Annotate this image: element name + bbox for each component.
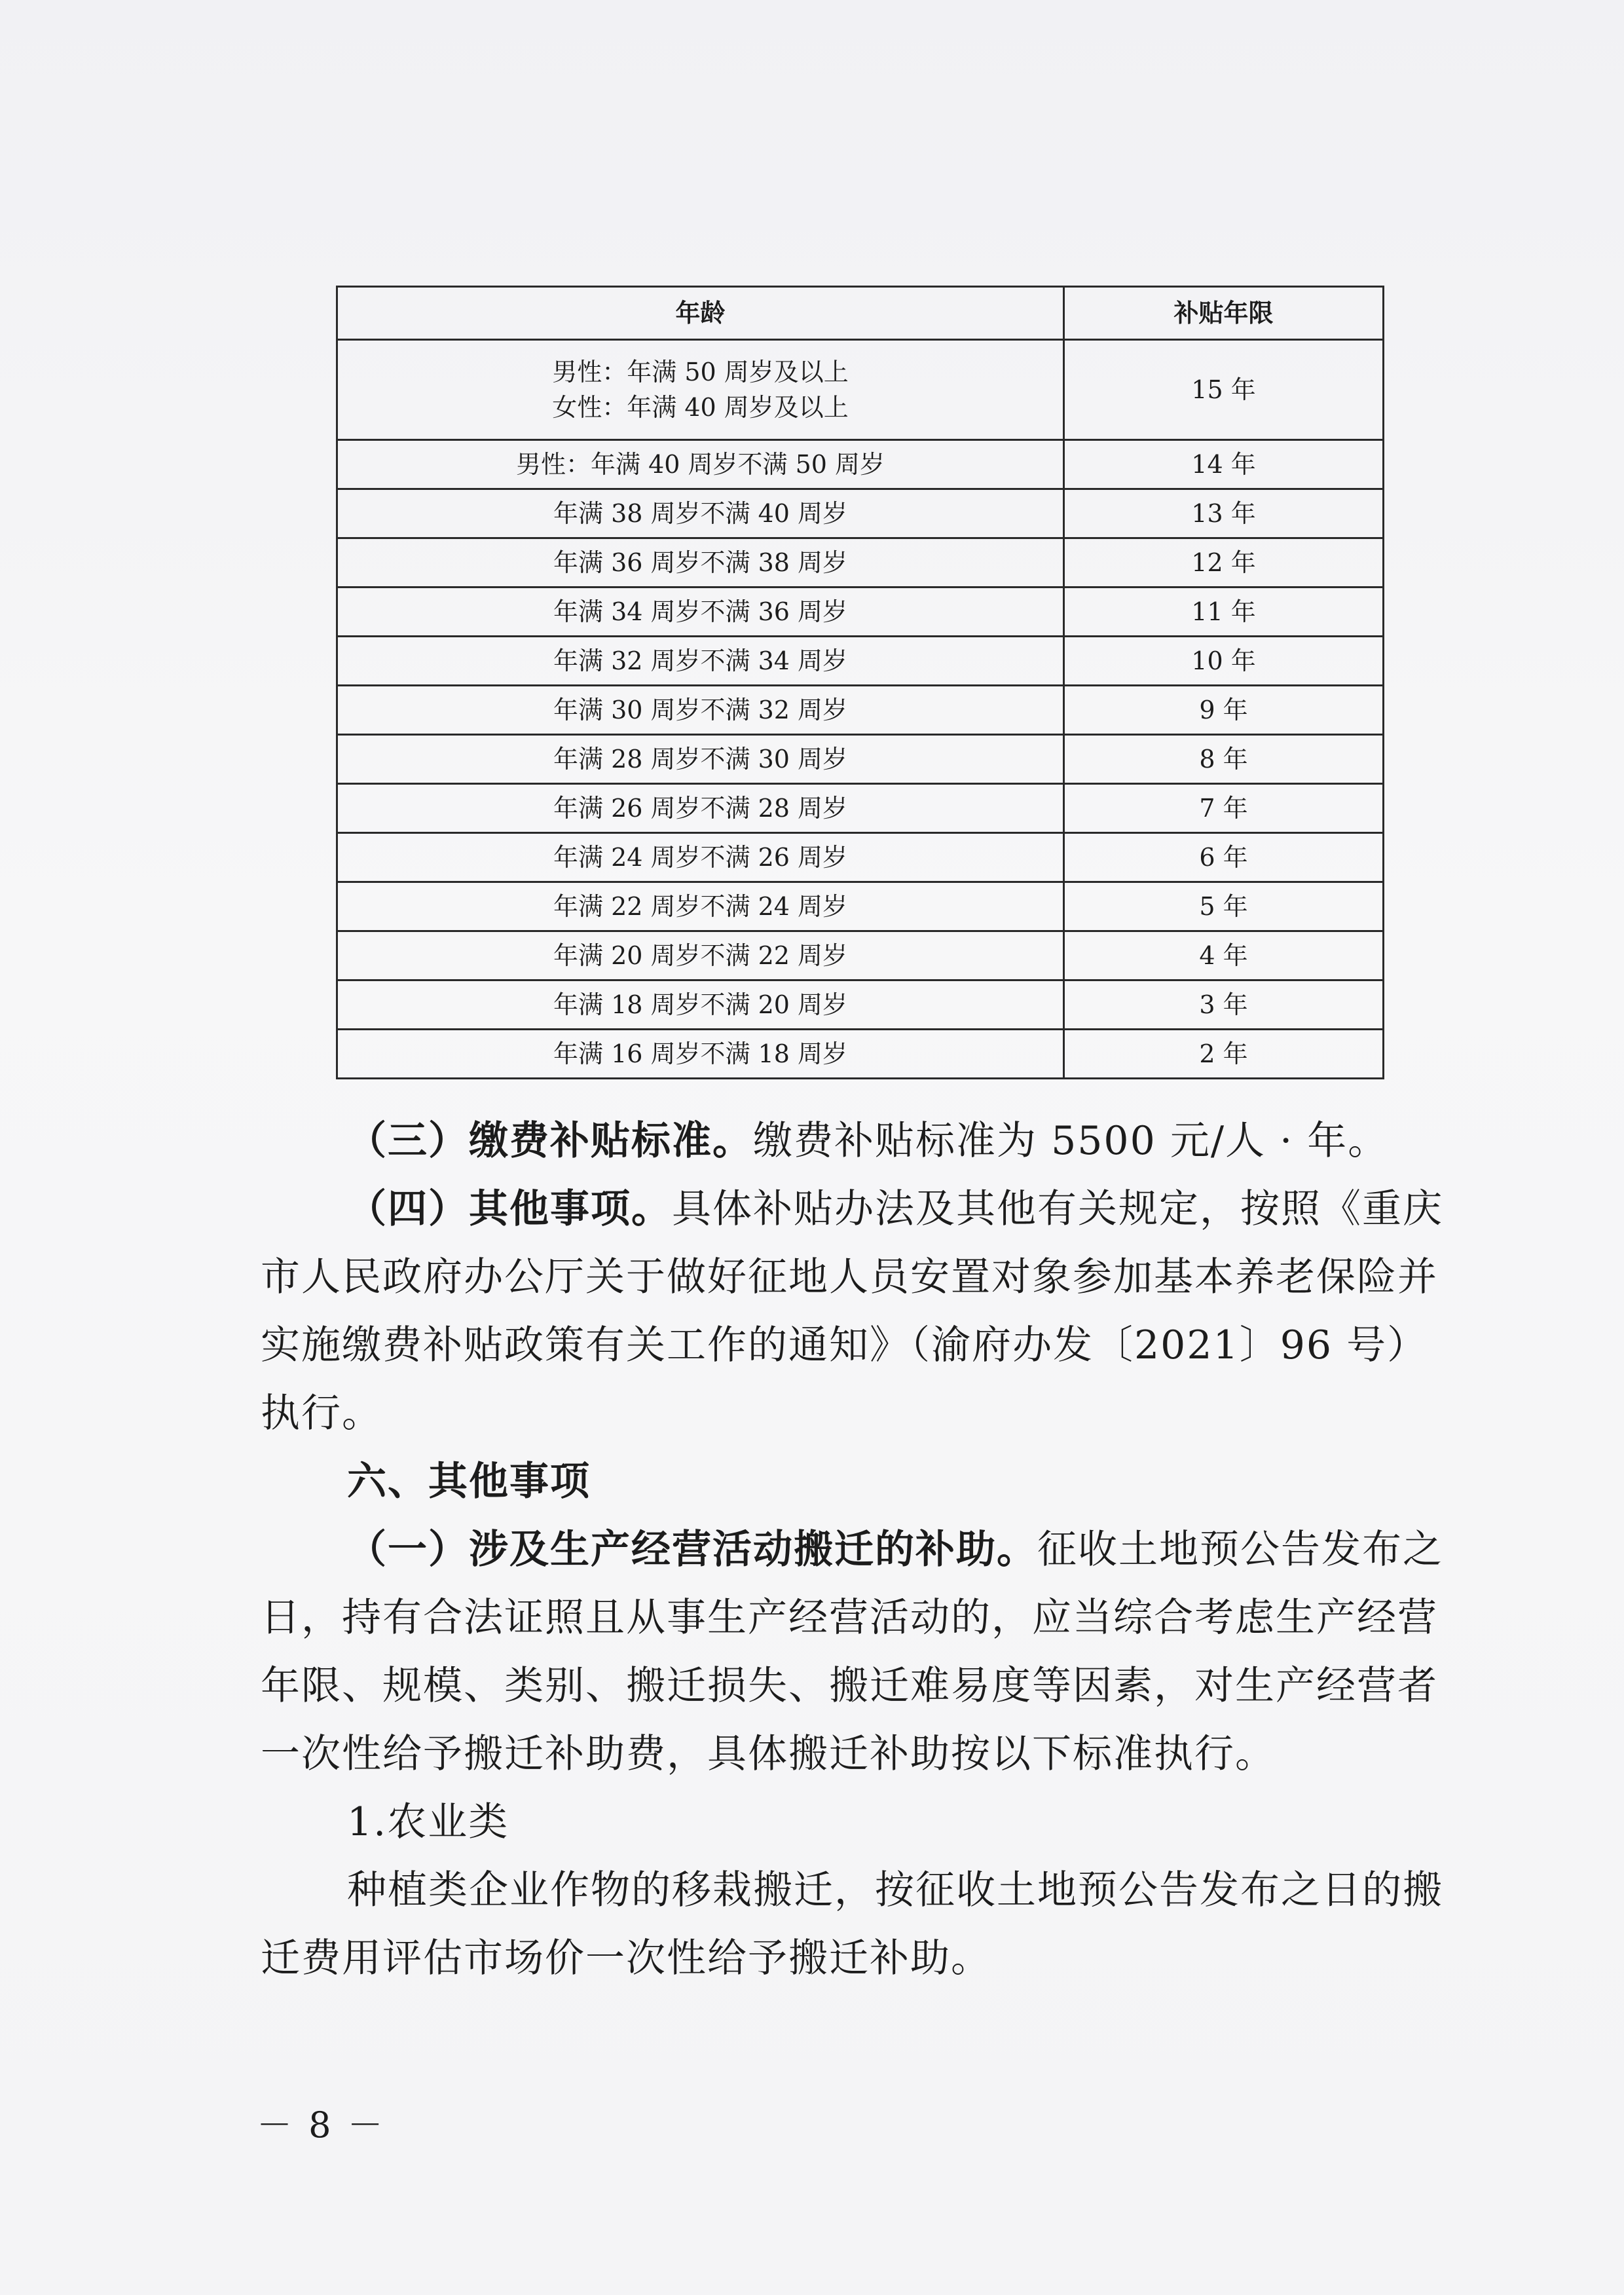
paragraph-text: 缴费补贴标准为 5500 元/人 · 年。 bbox=[753, 1118, 1389, 1164]
subsidy-years-table bbox=[336, 286, 1384, 1079]
section-heading: 六、其他事项 bbox=[347, 1459, 591, 1504]
age-cell: 年满 38 周岁不满 40 周岁 bbox=[337, 489, 1064, 538]
paragraph-relocation-subsidy bbox=[261, 1516, 1466, 1788]
paragraph-lead: （三）缴费补贴标准。 bbox=[347, 1118, 753, 1164]
age-line: 女性：年满 40 周岁及以上 bbox=[552, 393, 849, 422]
table-row bbox=[337, 980, 1384, 1030]
table-row bbox=[337, 735, 1384, 784]
years-cell: 8 年 bbox=[1064, 735, 1384, 784]
paragraph-payment-standard bbox=[261, 1107, 1466, 1175]
table-row bbox=[337, 588, 1384, 637]
header-years: 补贴年限 bbox=[1064, 287, 1384, 340]
table-row bbox=[337, 882, 1384, 931]
paragraph-lead: （一）涉及生产经营活动搬迁的补助。 bbox=[347, 1527, 1037, 1573]
table-row bbox=[337, 1030, 1384, 1079]
table-row bbox=[337, 440, 1384, 489]
age-cell: 年满 26 周岁不满 28 周岁 bbox=[337, 784, 1064, 833]
table-row bbox=[337, 833, 1384, 882]
age-cell: 年满 16 周岁不满 18 周岁 bbox=[337, 1030, 1064, 1079]
years-cell: 13 年 bbox=[1064, 489, 1384, 538]
table-row bbox=[337, 686, 1384, 735]
age-cell: 年满 22 周岁不满 24 周岁 bbox=[337, 882, 1064, 931]
age-cell: 年满 36 周岁不满 38 周岁 bbox=[337, 538, 1064, 588]
years-cell: 12 年 bbox=[1064, 538, 1384, 588]
age-cell: 年满 20 周岁不满 22 周岁 bbox=[337, 931, 1064, 980]
years-cell: 11 年 bbox=[1064, 588, 1384, 637]
age-cell: 年满 32 周岁不满 34 周岁 bbox=[337, 637, 1064, 686]
age-line: 男性：年满 50 周岁及以上 bbox=[552, 358, 849, 386]
table-row bbox=[337, 637, 1384, 686]
years-cell: 10 年 bbox=[1064, 637, 1384, 686]
page-number: － 8 － bbox=[257, 2104, 386, 2146]
item-title-agriculture: 1.农业类 bbox=[347, 1799, 509, 1845]
paragraph-other-matters bbox=[261, 1175, 1466, 1447]
years-cell: 7 年 bbox=[1064, 784, 1384, 833]
years-cell: 9 年 bbox=[1064, 686, 1384, 735]
years-cell: 4 年 bbox=[1064, 931, 1384, 980]
table-row bbox=[337, 340, 1384, 440]
age-cell: 年满 30 周岁不满 32 周岁 bbox=[337, 686, 1064, 735]
age-cell: 年满 34 周岁不满 36 周岁 bbox=[337, 588, 1064, 637]
age-cell: 年满 24 周岁不满 26 周岁 bbox=[337, 833, 1064, 882]
years-cell: 6 年 bbox=[1064, 833, 1384, 882]
years-cell: 14 年 bbox=[1064, 440, 1384, 489]
table-row bbox=[337, 538, 1384, 588]
header-age: 年龄 bbox=[337, 287, 1064, 340]
paragraph-text: 征收土地预公告发布之日，持有合法证照且从事生产经营活动的，应当综合考虑生产经营年限、规模、类别、搬迁损失、搬迁难易度等因素，对生产经营者一次性给予搬迁补助费，具体搬迁补助按以下标准执行。 bbox=[261, 1527, 1443, 1777]
years-cell: 3 年 bbox=[1064, 980, 1384, 1030]
age-cell: 年满 28 周岁不满 30 周岁 bbox=[337, 735, 1064, 784]
years-cell: 5 年 bbox=[1064, 882, 1384, 931]
paragraph-lead: （四）其他事项。 bbox=[347, 1186, 672, 1232]
paragraph-text: 具体补贴办法及其他有关规定，按照《重庆市人民政府办公厅关于做好征地人员安置对象参加基本养老保险并实施缴费补贴政策有关工作的通知》（渝府办发〔2021〕96 号）执行。 bbox=[261, 1186, 1443, 1436]
table-row bbox=[337, 784, 1384, 833]
age-cell: 年满 18 周岁不满 20 周岁 bbox=[337, 980, 1064, 1030]
paragraph-agriculture: 种植类企业作物的移栽搬迁，按征收土地预公告发布之日的搬迁费用评估市场价一次性给予搬迁补助。 bbox=[261, 1867, 1443, 1981]
years-cell: 2 年 bbox=[1064, 1030, 1384, 1079]
table-header-row bbox=[337, 287, 1384, 340]
age-cell bbox=[337, 340, 1064, 440]
table-row bbox=[337, 931, 1384, 980]
years-cell: 15 年 bbox=[1064, 340, 1384, 440]
table-row bbox=[337, 489, 1384, 538]
age-cell: 男性：年满 40 周岁不满 50 周岁 bbox=[337, 440, 1064, 489]
